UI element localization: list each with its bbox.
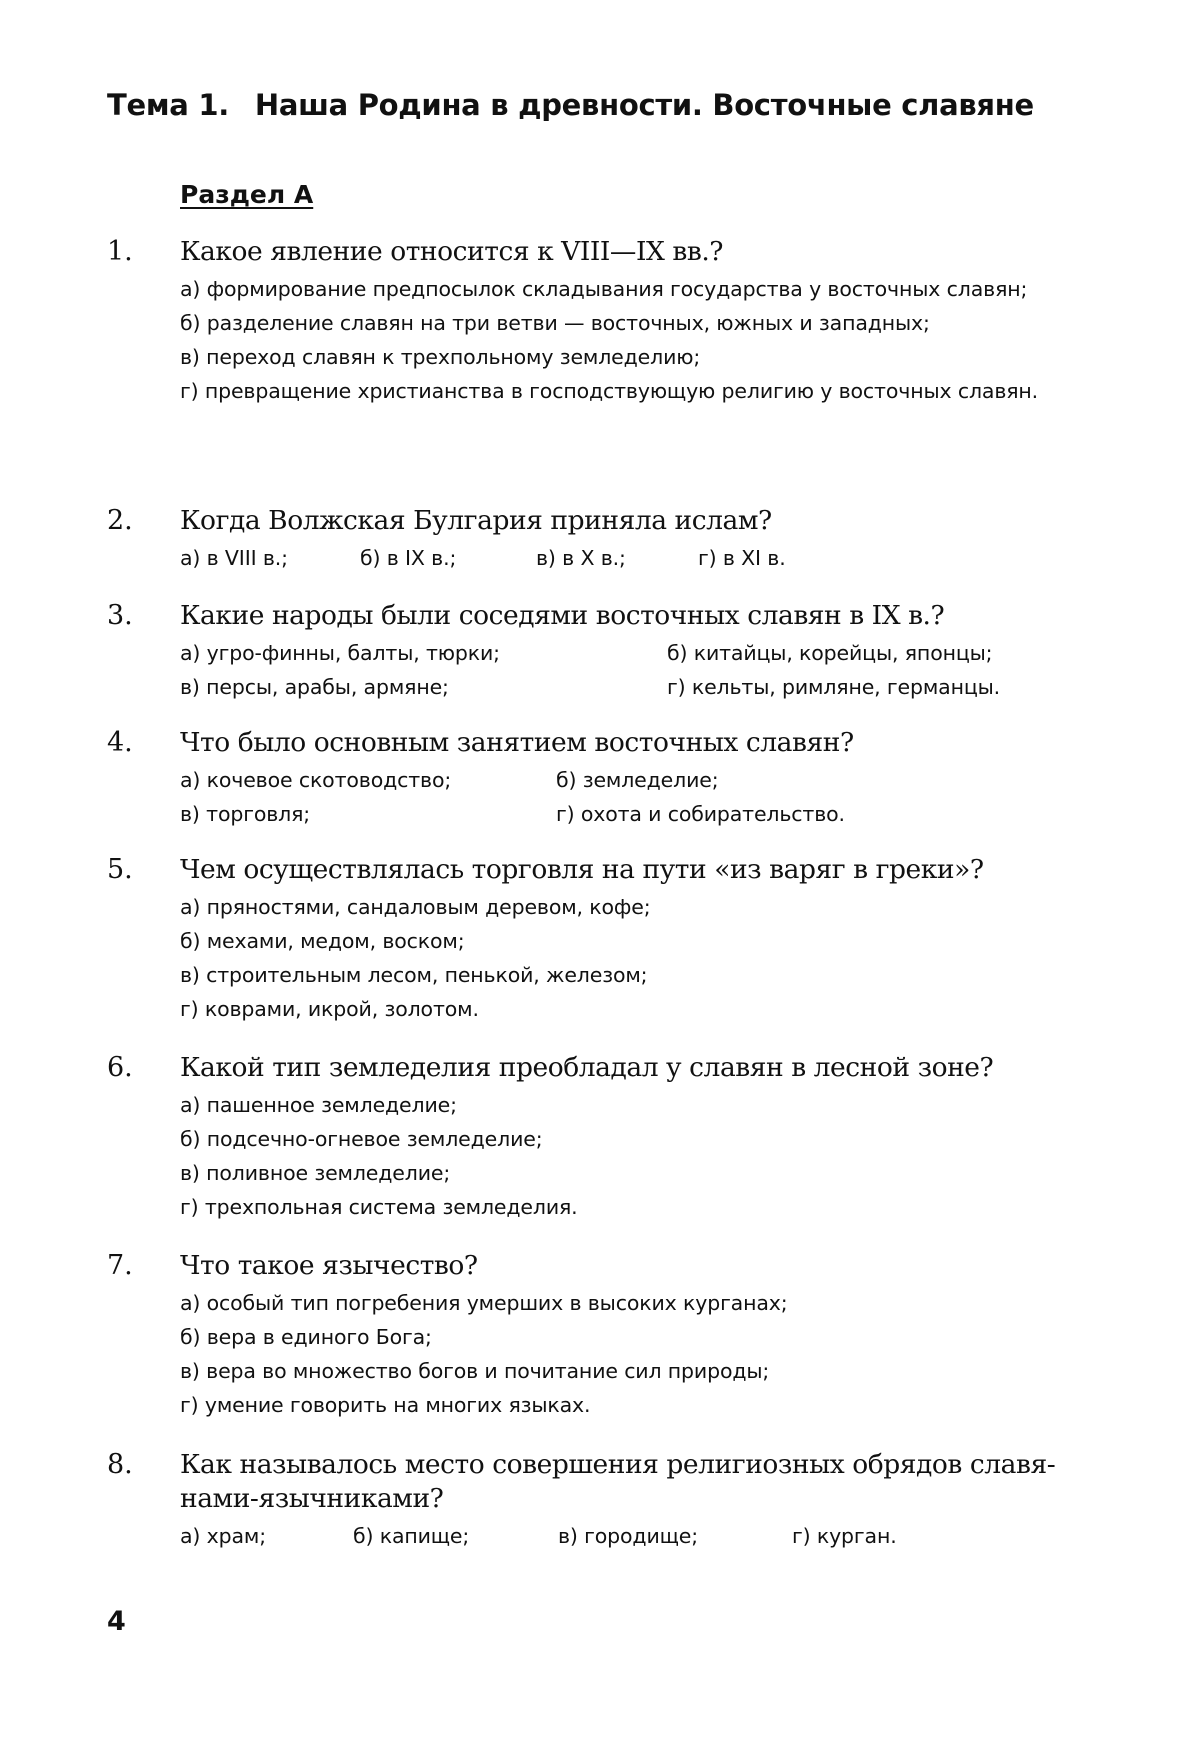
answer-option-a: а) особый тип погребения умерших в высоких курганах; [180,1286,1097,1320]
section-title: Раздел А [180,180,313,209]
answer-option-v: в) строительным лесом, пенькой, железом; [180,958,1097,992]
answer-option-v: в) переход славян к трехпольному земледелию; [180,340,1097,374]
topic-name: Наша Родина в древности. Восточные славяне [255,88,1034,122]
answer-option-v: в) городище; [558,1519,698,1553]
answer-option-v: в) вера во множество богов и почитание сил природы; [180,1354,1097,1388]
answer-option-g: г) коврами, икрой, золотом. [180,992,1097,1026]
answer-options-row [180,763,1097,797]
question-text: Чем осуществлялась торговля на пути «из варяг в греки»? [180,852,1097,888]
topic-title [107,88,1034,122]
question-number: 2. [107,503,133,539]
question-text-line-1: Как называлось место совершения религиозных обрядов славя- [180,1447,1097,1483]
answer-option-a: а) храм; [180,1519,266,1553]
answer-option-b: б) капище; [353,1519,469,1553]
answer-option-g: г) умение говорить на многих языках. [180,1388,1097,1422]
question-text: Что было основным занятием восточных славян? [180,725,1097,761]
question-number: 7. [107,1248,133,1284]
answer-option-v: в) торговля; [180,797,310,831]
answer-option-b: б) подсечно-огневое земледелие; [180,1122,1097,1156]
question-number: 3. [107,598,133,634]
answer-option-a: а) в VIII в.; [180,541,288,575]
question-text-line-2: нами-язычниками? [180,1481,1097,1517]
question-number: 4. [107,725,133,761]
answer-option-v: в) персы, арабы, армяне; [180,670,449,704]
answer-option-g: г) кельты, римляне, германцы. [667,670,1000,704]
answer-option-a: а) формирование предпосылок складывания государства у восточных славян; [180,272,1097,306]
answer-option-g: г) превращение христианства в господствующую религию у восточных славян. [180,374,1097,408]
answer-option-b: б) в IX в.; [360,541,456,575]
question-text: Что такое язычество? [180,1248,1097,1284]
answer-option-a: а) угро-финны, балты, тюрки; [180,636,500,670]
answer-options-row [180,797,1097,831]
answer-option-g: г) курган. [792,1519,897,1553]
answer-options-row [180,670,1097,704]
answer-option-b: б) китайцы, корейцы, японцы; [667,636,992,670]
question-number: 8. [107,1447,133,1483]
answer-option-b: б) мехами, медом, воском; [180,924,1097,958]
question-number: 5. [107,852,133,888]
question-text: Когда Волжская Булгария приняла ислам? [180,503,1097,539]
answer-option-g: г) в XI в. [698,541,786,575]
answer-option-g: г) охота и собирательство. [556,797,845,831]
answer-option-b: б) вера в единого Бога; [180,1320,1097,1354]
answer-option-a: а) пряностями, сандаловым деревом, кофе; [180,890,1097,924]
question-text: Какое явление относится к VIII—IX вв.? [180,234,1097,270]
answer-options-row [180,1519,1097,1553]
question-text: Какой тип земледелия преобладал у славян в лесной зоне? [180,1050,1097,1086]
answer-option-v: в) поливное земледелие; [180,1156,1097,1190]
answer-option-a: а) пашенное земледелие; [180,1088,1097,1122]
answer-option-v: в) в X в.; [536,541,626,575]
question-text: Какие народы были соседями восточных славян в IX в.? [180,598,1097,634]
question-number: 6. [107,1050,133,1086]
question-number: 1. [107,234,133,270]
document-page [0,0,1200,1749]
answer-option-b: б) земледелие; [556,763,718,797]
answer-options-row [180,541,1097,575]
answer-option-a: а) кочевое скотоводство; [180,763,451,797]
page-number: 4 [107,1606,126,1637]
answer-options-row [180,636,1097,670]
topic-number: Тема 1. [107,88,229,122]
answer-option-b: б) разделение славян на три ветви — восточных, южных и западных; [180,306,1097,340]
answer-option-g: г) трехпольная система земледелия. [180,1190,1097,1224]
